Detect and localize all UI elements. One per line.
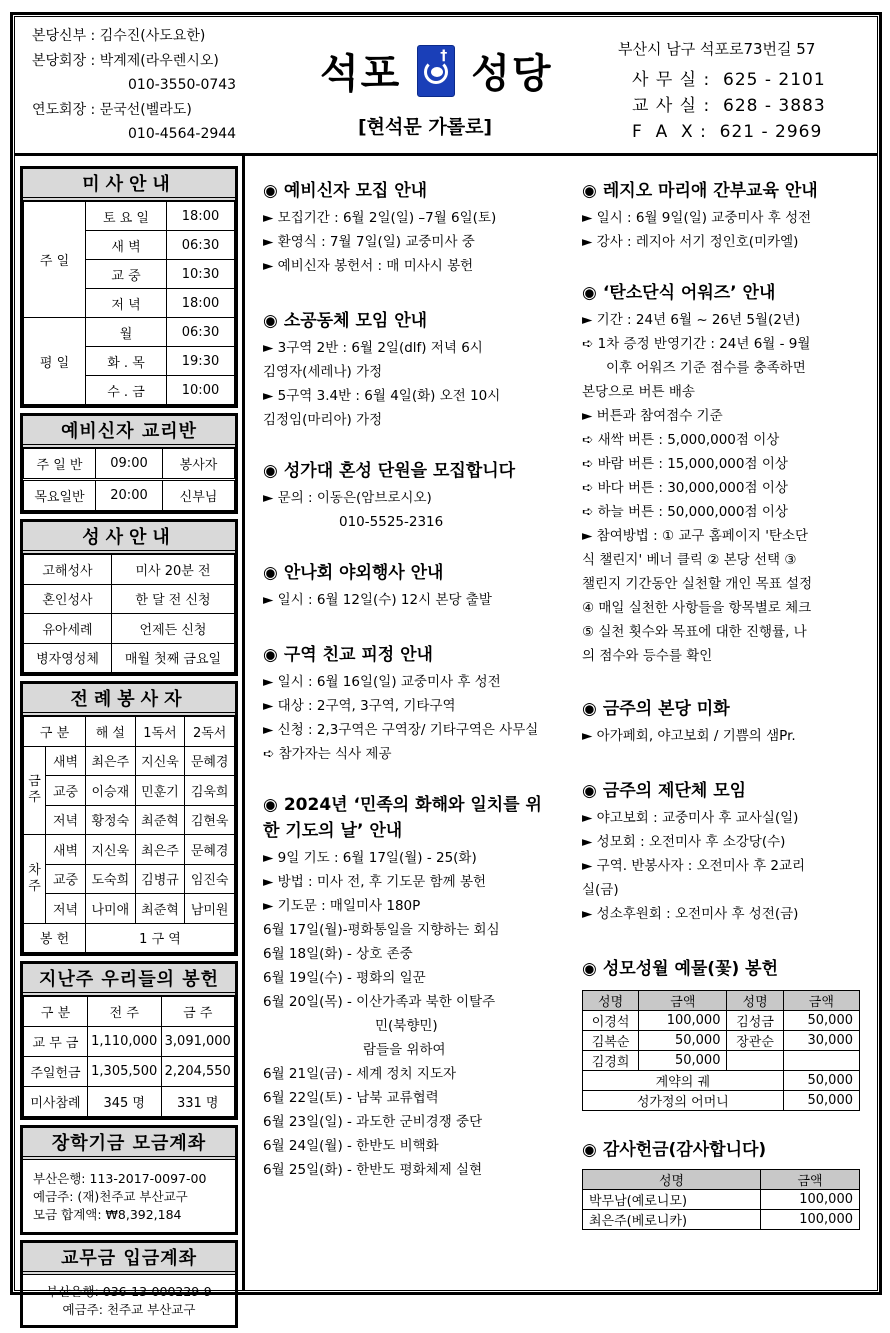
notice-catechumen-recruit <box>263 178 563 278</box>
notice-line: ► 대상 : 2구역, 3구역, 기타구역 <box>263 698 456 714</box>
notice-line: ► 기간 : 24년 6월 ~ 26년 5월(2년) <box>582 312 801 328</box>
contact-info <box>618 38 826 145</box>
sacrament-info: 매월 첫째 금요일 <box>112 643 235 673</box>
offering-type: 미사참례 <box>24 1087 88 1117</box>
dues-body <box>23 1275 235 1325</box>
dues-title: 교무금 입금계좌 <box>23 1243 235 1275</box>
radio-bullet-icon: ◉ <box>263 181 278 201</box>
notice-line: ④ 매일 실천한 사항들을 항목별로 체크 <box>582 600 812 616</box>
notices-column-2 <box>582 178 867 1252</box>
class-teacher: 신부님 <box>163 480 235 511</box>
curr-amount: 331 명 <box>161 1087 235 1117</box>
scholarship-title: 장학기금 모금계좌 <box>23 1128 235 1160</box>
president-phone: 010-3550-0743 <box>128 77 237 93</box>
notice-line: 민(북향민) <box>375 1018 438 1034</box>
column-divider <box>242 156 245 1291</box>
phone-fax: F A X : 621 - 2969 <box>632 122 823 142</box>
notice-line: ► 아가페회, 야고보회 / 기쁨의 샘Pr. <box>582 728 796 744</box>
scholarship-body <box>23 1160 235 1232</box>
header <box>14 16 878 156</box>
notice-title: 예비신자 모집 안내 <box>283 181 428 201</box>
notice-line: 010-5525-2316 <box>339 514 444 530</box>
notice-line: 챌린지 기간동안 실천할 개인 목표 설정 <box>582 576 813 592</box>
class-name: 주 일 반 <box>24 449 96 480</box>
sacraments <box>20 519 238 676</box>
mass-name: 저 녁 <box>86 289 167 318</box>
reader2: 문혜경 <box>185 835 235 865</box>
total-amount: 모금 합계액: ₩8,392,184 <box>33 1207 182 1222</box>
reader1: 최준혁 <box>135 805 185 835</box>
president: 본당회장 : 박계제(라우렌시오) <box>32 52 219 69</box>
title-right: 성당 <box>471 51 553 97</box>
reader1: 민훈기 <box>135 776 185 806</box>
curr-amount: 2,204,550 <box>161 1057 235 1087</box>
notice-line: ➪ 참가자는 식사 제공 <box>263 746 392 762</box>
bank-account: 부산은행: 113-2017-0097-00 <box>33 1171 207 1186</box>
class-time: 09:00 <box>96 449 163 480</box>
donor-amount: 50,000 <box>639 1051 727 1071</box>
reader2: 김현욱 <box>185 805 235 835</box>
reader1: 최준혁 <box>135 894 185 924</box>
mass-schedule <box>20 166 238 408</box>
pastor: 본당신부 : 김수진(사도요한) <box>32 28 206 44</box>
notice-line: 김영자(세레나) 가정 <box>263 364 383 380</box>
notice-legio-training <box>582 178 867 254</box>
notice-line: ► 예비신자 봉헌서 : 매 미사시 봉헌 <box>263 258 474 274</box>
notice-line: ► 성소후원회 : 오전미사 후 성전(금) <box>582 906 799 922</box>
donor-name: 장관순 <box>727 1031 783 1051</box>
youth-president: 연도회장 : 문국선(벨라도) <box>32 101 192 118</box>
notice-line: ► 신청 : 2,3구역은 구역장/ 기타구역은 사무실 <box>263 722 539 738</box>
donor-amount: 50,000 <box>783 1011 859 1031</box>
address: 부산시 남구 석포로73번길 57 <box>618 40 816 58</box>
donor-name: 김성금 <box>727 1011 783 1031</box>
notice-title: 2024년 ‘민족의 화해와 일치를 위한 기도의 날’ 안내 <box>263 795 542 841</box>
mass-time: 18:00 <box>167 202 235 231</box>
col-header: 구 분 <box>24 997 88 1027</box>
mass-time: 06:30 <box>167 231 235 260</box>
mass-name: 토 요 일 <box>86 202 167 231</box>
radio-bullet-icon: ◉ <box>263 311 278 331</box>
group-amount: 50,000 <box>783 1091 859 1111</box>
notice-line: ➪ 새싹 버튼 : 5,000,000점 이상 <box>582 432 780 448</box>
phone-office: 사 무 실 : 625 - 2101 <box>632 70 826 90</box>
col-header: 구 분 <box>24 717 86 747</box>
offering-type: 주일헌금 <box>24 1057 88 1087</box>
notice-title: 금주의 본당 미화 <box>602 699 730 719</box>
notice-line: ⑤ 실천 횟수와 목표에 대한 진행률, 나 <box>582 624 807 640</box>
col-header: 금액 <box>783 991 859 1011</box>
notice-may-flower-offering <box>582 956 867 1111</box>
mass-name: 월 <box>86 318 167 347</box>
prev-amount: 1,110,000 <box>88 1027 162 1057</box>
liturgy-title: 전례봉사자 <box>23 684 235 716</box>
sacrament-info: 미사 20분 전 <box>112 555 235 585</box>
account-holder: 예금주: (재)천주교 부산교구 <box>33 1189 188 1204</box>
notice-line: 6월 20일(목) - 이산가족과 북한 이탈주 <box>263 994 496 1010</box>
sidebar <box>20 166 238 1333</box>
col-header: 성명 <box>583 991 639 1011</box>
liturgy-servers <box>20 681 238 956</box>
mass-time: 10:30 <box>167 260 235 289</box>
sacrament-info: 한 달 전 신청 <box>112 584 235 614</box>
curr-amount: 3,091,000 <box>161 1027 235 1057</box>
notice-title: 금주의 제단체 모임 <box>602 781 747 801</box>
mass-time: 18:00 <box>167 289 235 318</box>
notice-line: ► 방법 : 미사 전, 후 기도문 함께 봉헌 <box>263 874 487 890</box>
notice-line: 6월 22일(토) - 남북 교류협력 <box>263 1090 439 1106</box>
donor-name: 김경희 <box>583 1051 639 1071</box>
notice-title: 성모성월 예물(꽃) 봉헌 <box>602 959 779 979</box>
radio-bullet-icon: ◉ <box>582 1140 597 1160</box>
patron-saint: [현석문 가롤로] <box>358 116 493 138</box>
group-name: 성가정의 어머니 <box>583 1091 784 1111</box>
radio-bullet-icon: ◉ <box>582 699 597 719</box>
reader2: 남미원 <box>185 894 235 924</box>
youth-phone: 010-4564-2944 <box>128 126 237 142</box>
mass-title: 미사안내 <box>23 169 235 201</box>
col-header: 금액 <box>639 991 727 1011</box>
donor-amount: 100,000 <box>761 1190 860 1210</box>
donor-amount: 30,000 <box>783 1031 859 1051</box>
notice-line: ► 5구역 3.4반 : 6월 4일(화) 오전 10시 <box>263 388 501 404</box>
commentator: 황정숙 <box>86 805 136 835</box>
notice-line: ► 기도문 : 매일미사 180P <box>263 898 421 914</box>
mass-name: 교중 <box>46 776 86 806</box>
bank-account: 부산은행: 036-13-000229-9 <box>46 1284 212 1299</box>
notice-small-community <box>263 308 563 432</box>
commentator: 최은주 <box>86 746 136 776</box>
radio-bullet-icon: ◉ <box>263 563 278 583</box>
donor-name: 최은주(베로니카) <box>583 1210 761 1230</box>
account-holder: 예금주: 천주교 부산교구 <box>62 1302 196 1317</box>
class-name: 목요일반 <box>24 480 96 511</box>
notice-group-meetings <box>582 778 867 926</box>
donor-amount: 100,000 <box>639 1011 727 1031</box>
phone-teachers: 교 사 실 : 628 - 3883 <box>632 96 826 116</box>
notice-reconciliation-prayer <box>263 792 563 1182</box>
notice-line: ➪ 바다 버튼 : 30,000,000점 이상 <box>582 480 788 496</box>
prev-amount: 1,305,500 <box>88 1057 162 1087</box>
sunday-label: 주 일 <box>24 202 86 318</box>
commentator: 지신욱 <box>86 835 136 865</box>
notice-line: ► 성모회 : 오전미사 후 소강당(수) <box>582 834 786 850</box>
notice-church-cleaning <box>582 696 867 748</box>
mass-name: 저녁 <box>46 805 86 835</box>
notice-line: ➪ 1차 증정 반영기간 : 24년 6월 - 9월 <box>582 336 811 352</box>
notice-choir-recruit <box>263 458 563 534</box>
donor-amount <box>783 1051 859 1071</box>
weekly-offerings <box>20 961 238 1120</box>
radio-bullet-icon: ◉ <box>263 461 278 481</box>
commentator: 나미애 <box>86 894 136 924</box>
thanksgiving-table <box>582 1169 860 1230</box>
reader2: 임진숙 <box>185 864 235 894</box>
col-header: 금액 <box>761 1170 860 1190</box>
mass-time: 06:30 <box>167 318 235 347</box>
notice-title: 성가대 혼성 단원을 모집합니다 <box>283 461 516 481</box>
col-header: 금 주 <box>161 997 235 1027</box>
notice-title: 레지오 마리애 간부교육 안내 <box>602 181 818 201</box>
notice-line: 본당으로 버튼 배송 <box>582 384 695 400</box>
mass-name: 새 벽 <box>86 231 167 260</box>
mass-name: 교중 <box>46 864 86 894</box>
notice-line: 실(금) <box>582 882 619 898</box>
notices-column-1 <box>263 178 563 1204</box>
church-logo-icon: † <box>417 45 455 97</box>
radio-bullet-icon: ◉ <box>582 181 597 201</box>
mass-name: 화 . 목 <box>86 347 167 376</box>
notice-line: 6월 18일(화) - 상호 존중 <box>263 946 413 962</box>
notice-line: ► 9일 기도 : 6월 17일(월) - 25(화) <box>263 850 477 866</box>
notice-title: 안나회 야외행사 안내 <box>283 563 444 583</box>
weekday-label: 평 일 <box>24 318 86 405</box>
notice-line: 람들을 위하여 <box>363 1042 446 1058</box>
notice-line: 의 점수와 등수를 확인 <box>582 648 713 664</box>
notice-line: ► 강사 : 레지아 서기 정인호(미카엘) <box>582 234 799 250</box>
radio-bullet-icon: ◉ <box>263 795 278 815</box>
notice-line: ► 야고보회 : 교중미사 후 교사실(일) <box>582 810 799 826</box>
col-header: 전 주 <box>88 997 162 1027</box>
class-time: 20:00 <box>96 480 163 511</box>
donor-name <box>727 1051 783 1071</box>
notice-line: 6월 19일(수) - 평화의 일꾼 <box>263 970 426 986</box>
notice-title: 소공동체 모임 안내 <box>283 311 428 331</box>
col-header: 성명 <box>727 991 783 1011</box>
radio-bullet-icon: ◉ <box>582 781 597 801</box>
col-header: 2독서 <box>185 717 235 747</box>
reader2: 김욱희 <box>185 776 235 806</box>
offering-label: 봉 헌 <box>24 923 86 953</box>
notice-line: ► 모집기간 : 6월 2일(일) –7월 6일(토) <box>263 210 497 226</box>
catechumen-class <box>20 413 238 514</box>
donor-amount: 50,000 <box>639 1031 727 1051</box>
donor-name: 박무남(예로니모) <box>583 1190 761 1210</box>
radio-bullet-icon: ◉ <box>263 645 278 665</box>
group-name: 계약의 궤 <box>583 1071 784 1091</box>
notice-line: 6월 24일(월) - 한반도 비핵화 <box>263 1138 439 1154</box>
radio-bullet-icon: ◉ <box>582 959 597 979</box>
sacrament-name: 유아세례 <box>24 614 112 644</box>
notice-line: 6월 17일(월)-평화통일을 지향하는 회심 <box>263 922 500 938</box>
notice-line: 6월 25일(화) - 한반도 평화체제 실현 <box>263 1162 483 1178</box>
donor-name: 이경석 <box>583 1011 639 1031</box>
class-teacher: 봉사자 <box>163 449 235 480</box>
mass-name: 수 . 금 <box>86 376 167 405</box>
mass-name: 새벽 <box>46 746 86 776</box>
notice-line: 김정임(마리아) 가정 <box>263 412 383 428</box>
offerings-title: 지난주 우리들의 봉헌 <box>23 964 235 996</box>
notice-title: 감사헌금(감사합니다) <box>602 1140 767 1160</box>
notice-line: ► 구역. 반봉사자 : 오전미사 후 2교리 <box>582 858 806 874</box>
mass-time: 10:00 <box>167 376 235 405</box>
sacraments-title: 성사안내 <box>23 522 235 554</box>
mass-time: 19:30 <box>167 347 235 376</box>
notice-anna-outing <box>263 560 563 612</box>
reader1: 김병규 <box>135 864 185 894</box>
notice-line: ➪ 바람 버튼 : 15,000,000점 이상 <box>582 456 788 472</box>
mass-name: 저녁 <box>46 894 86 924</box>
notice-line: 6월 21일(금) - 세계 정치 지도자 <box>263 1066 457 1082</box>
reader1: 최은주 <box>135 835 185 865</box>
this-week-label: 금주 <box>24 746 46 835</box>
scholarship-account <box>20 1125 238 1235</box>
reader2: 문혜경 <box>185 746 235 776</box>
commentator: 이승재 <box>86 776 136 806</box>
staff-info <box>32 24 236 147</box>
flower-offering-table <box>582 990 860 1111</box>
mass-name: 교 중 <box>86 260 167 289</box>
sacrament-name: 혼인성사 <box>24 584 112 614</box>
notice-line: ► 환영식 : 7월 7일(일) 교중미사 중 <box>263 234 475 250</box>
notice-line: ► 일시 : 6월 12일(수) 12시 본당 출발 <box>263 592 492 608</box>
sacrament-info: 언제든 신청 <box>112 614 235 644</box>
sacrament-name: 고해성사 <box>24 555 112 585</box>
commentator: 도숙희 <box>86 864 136 894</box>
notice-thanksgiving-offering <box>582 1137 867 1230</box>
sacrament-name: 병자영성체 <box>24 643 112 673</box>
col-header: 1독서 <box>135 717 185 747</box>
notice-line: ➪ 하늘 버튼 : 50,000,000점 이상 <box>582 504 788 520</box>
col-header: 해 설 <box>86 717 136 747</box>
notice-carbon-fast-awards <box>582 280 867 668</box>
reader1: 지신욱 <box>135 746 185 776</box>
notice-line: 6월 23일(일) - 과도한 군비경쟁 중단 <box>263 1114 483 1130</box>
title-left: 석포 <box>320 51 402 97</box>
notice-title: 구역 친교 피정 안내 <box>283 645 433 665</box>
donor-name: 김복순 <box>583 1031 639 1051</box>
col-header: 성명 <box>583 1170 761 1190</box>
notice-line: ► 참여방법 : ① 교구 홈페이지 '탄소단 <box>582 528 809 544</box>
notice-line: ► 3구역 2반 : 6월 2일(dlf) 저녁 6시 <box>263 340 483 356</box>
notice-district-retreat <box>263 642 563 766</box>
radio-bullet-icon: ◉ <box>582 283 597 303</box>
offering-value: 1 구 역 <box>86 923 235 953</box>
notice-line: 이후 어워즈 기준 점수를 충족하면 <box>606 360 806 376</box>
donor-amount: 100,000 <box>761 1210 860 1230</box>
dues-account <box>20 1240 238 1328</box>
notice-title: ‘탄소단식 어워즈’ 안내 <box>602 283 776 303</box>
prev-amount: 345 명 <box>88 1087 162 1117</box>
mass-name: 새벽 <box>46 835 86 865</box>
group-amount: 50,000 <box>783 1071 859 1091</box>
notice-line: ► 버튼과 참여점수 기준 <box>582 408 723 424</box>
church-name <box>320 42 553 99</box>
notice-line: ► 일시 : 6월 9일(일) 교중미사 후 성전 <box>582 210 812 226</box>
notice-line: 식 챌린지' 베너 클릭 ② 본당 선택 ③ <box>582 552 797 568</box>
notice-line: ► 일시 : 6월 16일(일) 교중미사 후 성전 <box>263 674 501 690</box>
catechumen-title: 예비신자 교리반 <box>23 416 235 448</box>
offering-type: 교 무 금 <box>24 1027 88 1057</box>
notice-line: ► 문의 : 이동은(암브로시오) <box>263 490 432 506</box>
next-week-label: 차주 <box>24 835 46 924</box>
